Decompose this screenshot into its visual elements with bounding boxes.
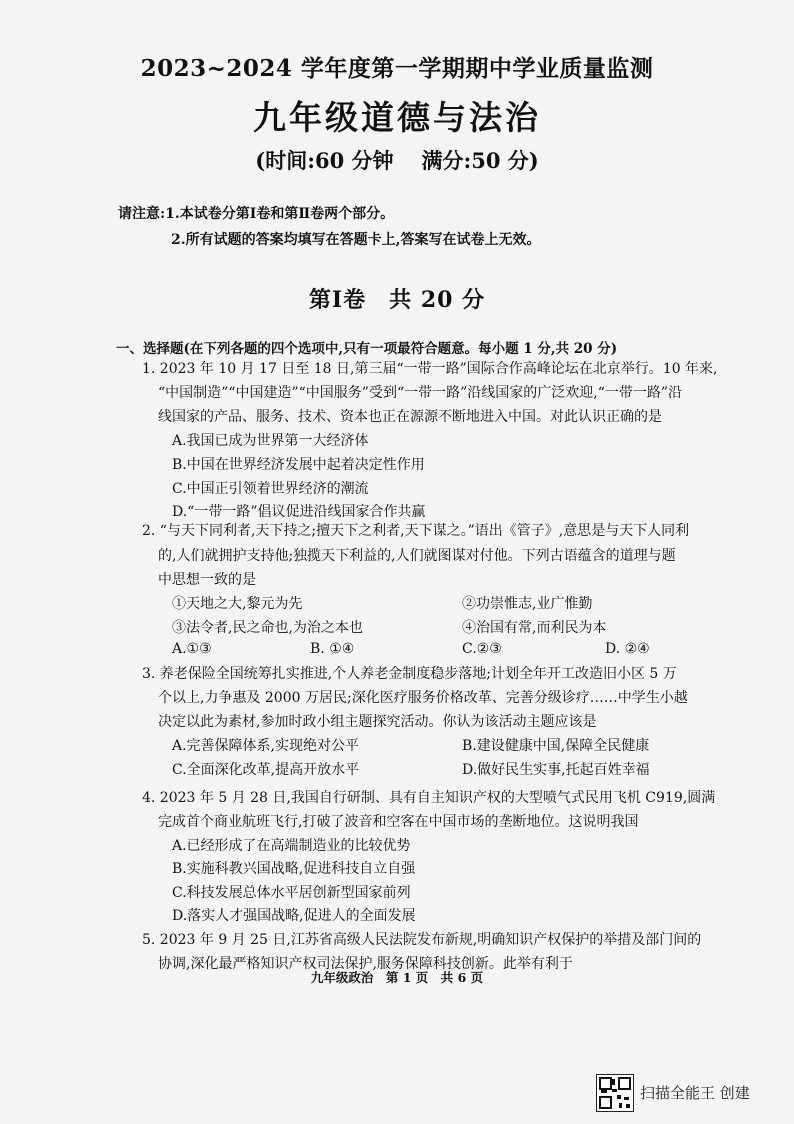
q3-option-b: B.建设健康中国,保障全民健康	[462, 738, 650, 754]
page-title: 九年级道德与法治	[253, 98, 541, 137]
q2-statement-4: ④治国有常,而利民为本	[462, 620, 607, 636]
page-footer: 九年级政治 第 1 页 共 6 页	[310, 970, 484, 985]
q5-stem-line2: 协调,深化最严格知识产权司法保护,服务保障科技创新。此举有利于	[158, 956, 573, 972]
q1-stem-line2: “中国制造”“中国建造”“中国服务”受到“一带一路”沿线国家的广泛欢迎,“一带一路”沿	[158, 385, 683, 401]
exam-time: (时间:60 分钟	[255, 148, 394, 173]
q2-statement-3: ③法令者,民之命也,为治之本也	[172, 620, 363, 636]
q4-option-b: B.实施科教兴国战略,促进科技自立自强	[172, 861, 416, 877]
q4-stem-line1: 4. 2023 年 5 月 28 日,我国自行研制、具有自主知识产权的大型喷气式民用飞机 C919,圆满	[142, 790, 716, 806]
q3-stem-line2: 个以上,力争惠及 2000 万居民;深化医疗服务价格改革、完善分级诊疗……中学生小越	[158, 690, 688, 706]
q2-stem-line1: 2. “与天下同利者,天下持之;擅天下之利者,天下谋之。”语出《管子》,意思是与天下人同利	[142, 523, 690, 539]
scanner-watermark: 扫描全能王 创建	[640, 1084, 750, 1102]
q1-option-c: C.中国正引领着世界经济的潮流	[172, 481, 369, 497]
q1-stem-line1: 1. 2023 年 10 月 17 日至 18 日,第三届“一带一路”国际合作高峰论坛在北京举行。10 年来,	[142, 361, 718, 377]
q4-option-d: D.落实人才强国战略,促进人的全面发展	[172, 908, 416, 924]
exam-duration-score	[0, 145, 794, 175]
q1-stem-line3: 线国家的产品、服务、技术、资本也正在源源不断地进入中国。对此认识正确的是	[158, 409, 662, 425]
q2-option-c: C.②③	[462, 641, 502, 657]
q2-option-b: B. ①④	[310, 641, 355, 657]
q2-stem-line2: 的,人们就拥护支持他;独揽天下利益的,人们就图谋对付他。下列古语蕴含的道理与题	[158, 548, 676, 564]
q3-option-d: D.做好民生实事,托起百姓幸福	[462, 762, 650, 778]
q1-option-d: D.“一带一路”倡议促进沿线国家合作共赢	[172, 504, 426, 520]
q3-option-a: A.完善保障体系,实现绝对公平	[172, 738, 360, 754]
q2-option-d: D. ②④	[605, 641, 650, 657]
q1-option-a: A.我国已成为世界第一大经济体	[172, 433, 369, 449]
q2-statement-2: ②功崇惟志,业广惟勤	[462, 596, 593, 612]
q4-option-c: C.科技发展总体水平居创新型国家前列	[172, 885, 411, 901]
q1-option-b: B.中国在世界经济发展中起着决定性作用	[172, 457, 425, 473]
q4-option-a: A.已经形成了在高端制造业的比较优势	[172, 838, 411, 854]
instruction: 一、选择题(在下列各题的四个选项中,只有一项最符合题意。每小题 1 分,共 20 分)	[116, 341, 618, 357]
q2-option-a: A.①③	[172, 641, 212, 657]
q2-statement-1: ①天地之大,黎元为先	[172, 596, 303, 612]
note-2: 2.所有试题的答案均填写在答题卡上,答案写在试卷上无效。	[171, 232, 541, 248]
section-heading: 第Ⅰ卷 共 20 分	[308, 287, 486, 313]
note-1: 请注意:1.本试卷分第Ⅰ卷和第Ⅱ卷两个部分。	[118, 206, 395, 222]
q3-option-c: C.全面深化改革,提高开放水平	[172, 762, 360, 778]
q3-stem-line1: 3. 养老保险全国统筹扎实推进,个人养老金制度稳步落地;计划全年开工改造旧小区 5 万	[142, 666, 677, 682]
exam-full-score: 满分:50 分)	[421, 148, 539, 173]
q3-stem-line3: 决定以此为素材,参加时政小组主题探究活动。你认为该活动主题应该是	[158, 714, 597, 730]
q4-stem-line2: 完成首个商业航班飞行,打破了波音和空客在中国市场的垄断地位。这说明我国	[158, 814, 639, 830]
exam-header-term: 2023~2024 学年度第一学期期中学业质量监测	[140, 55, 654, 82]
q5-stem-line1: 5. 2023 年 9 月 25 日,江苏省高级人民法院发布新规,明确知识产权保护的举措及部门间的	[142, 932, 702, 948]
qr-code-icon	[596, 1074, 634, 1112]
q2-stem-line3: 中思想一致的是	[158, 572, 256, 588]
